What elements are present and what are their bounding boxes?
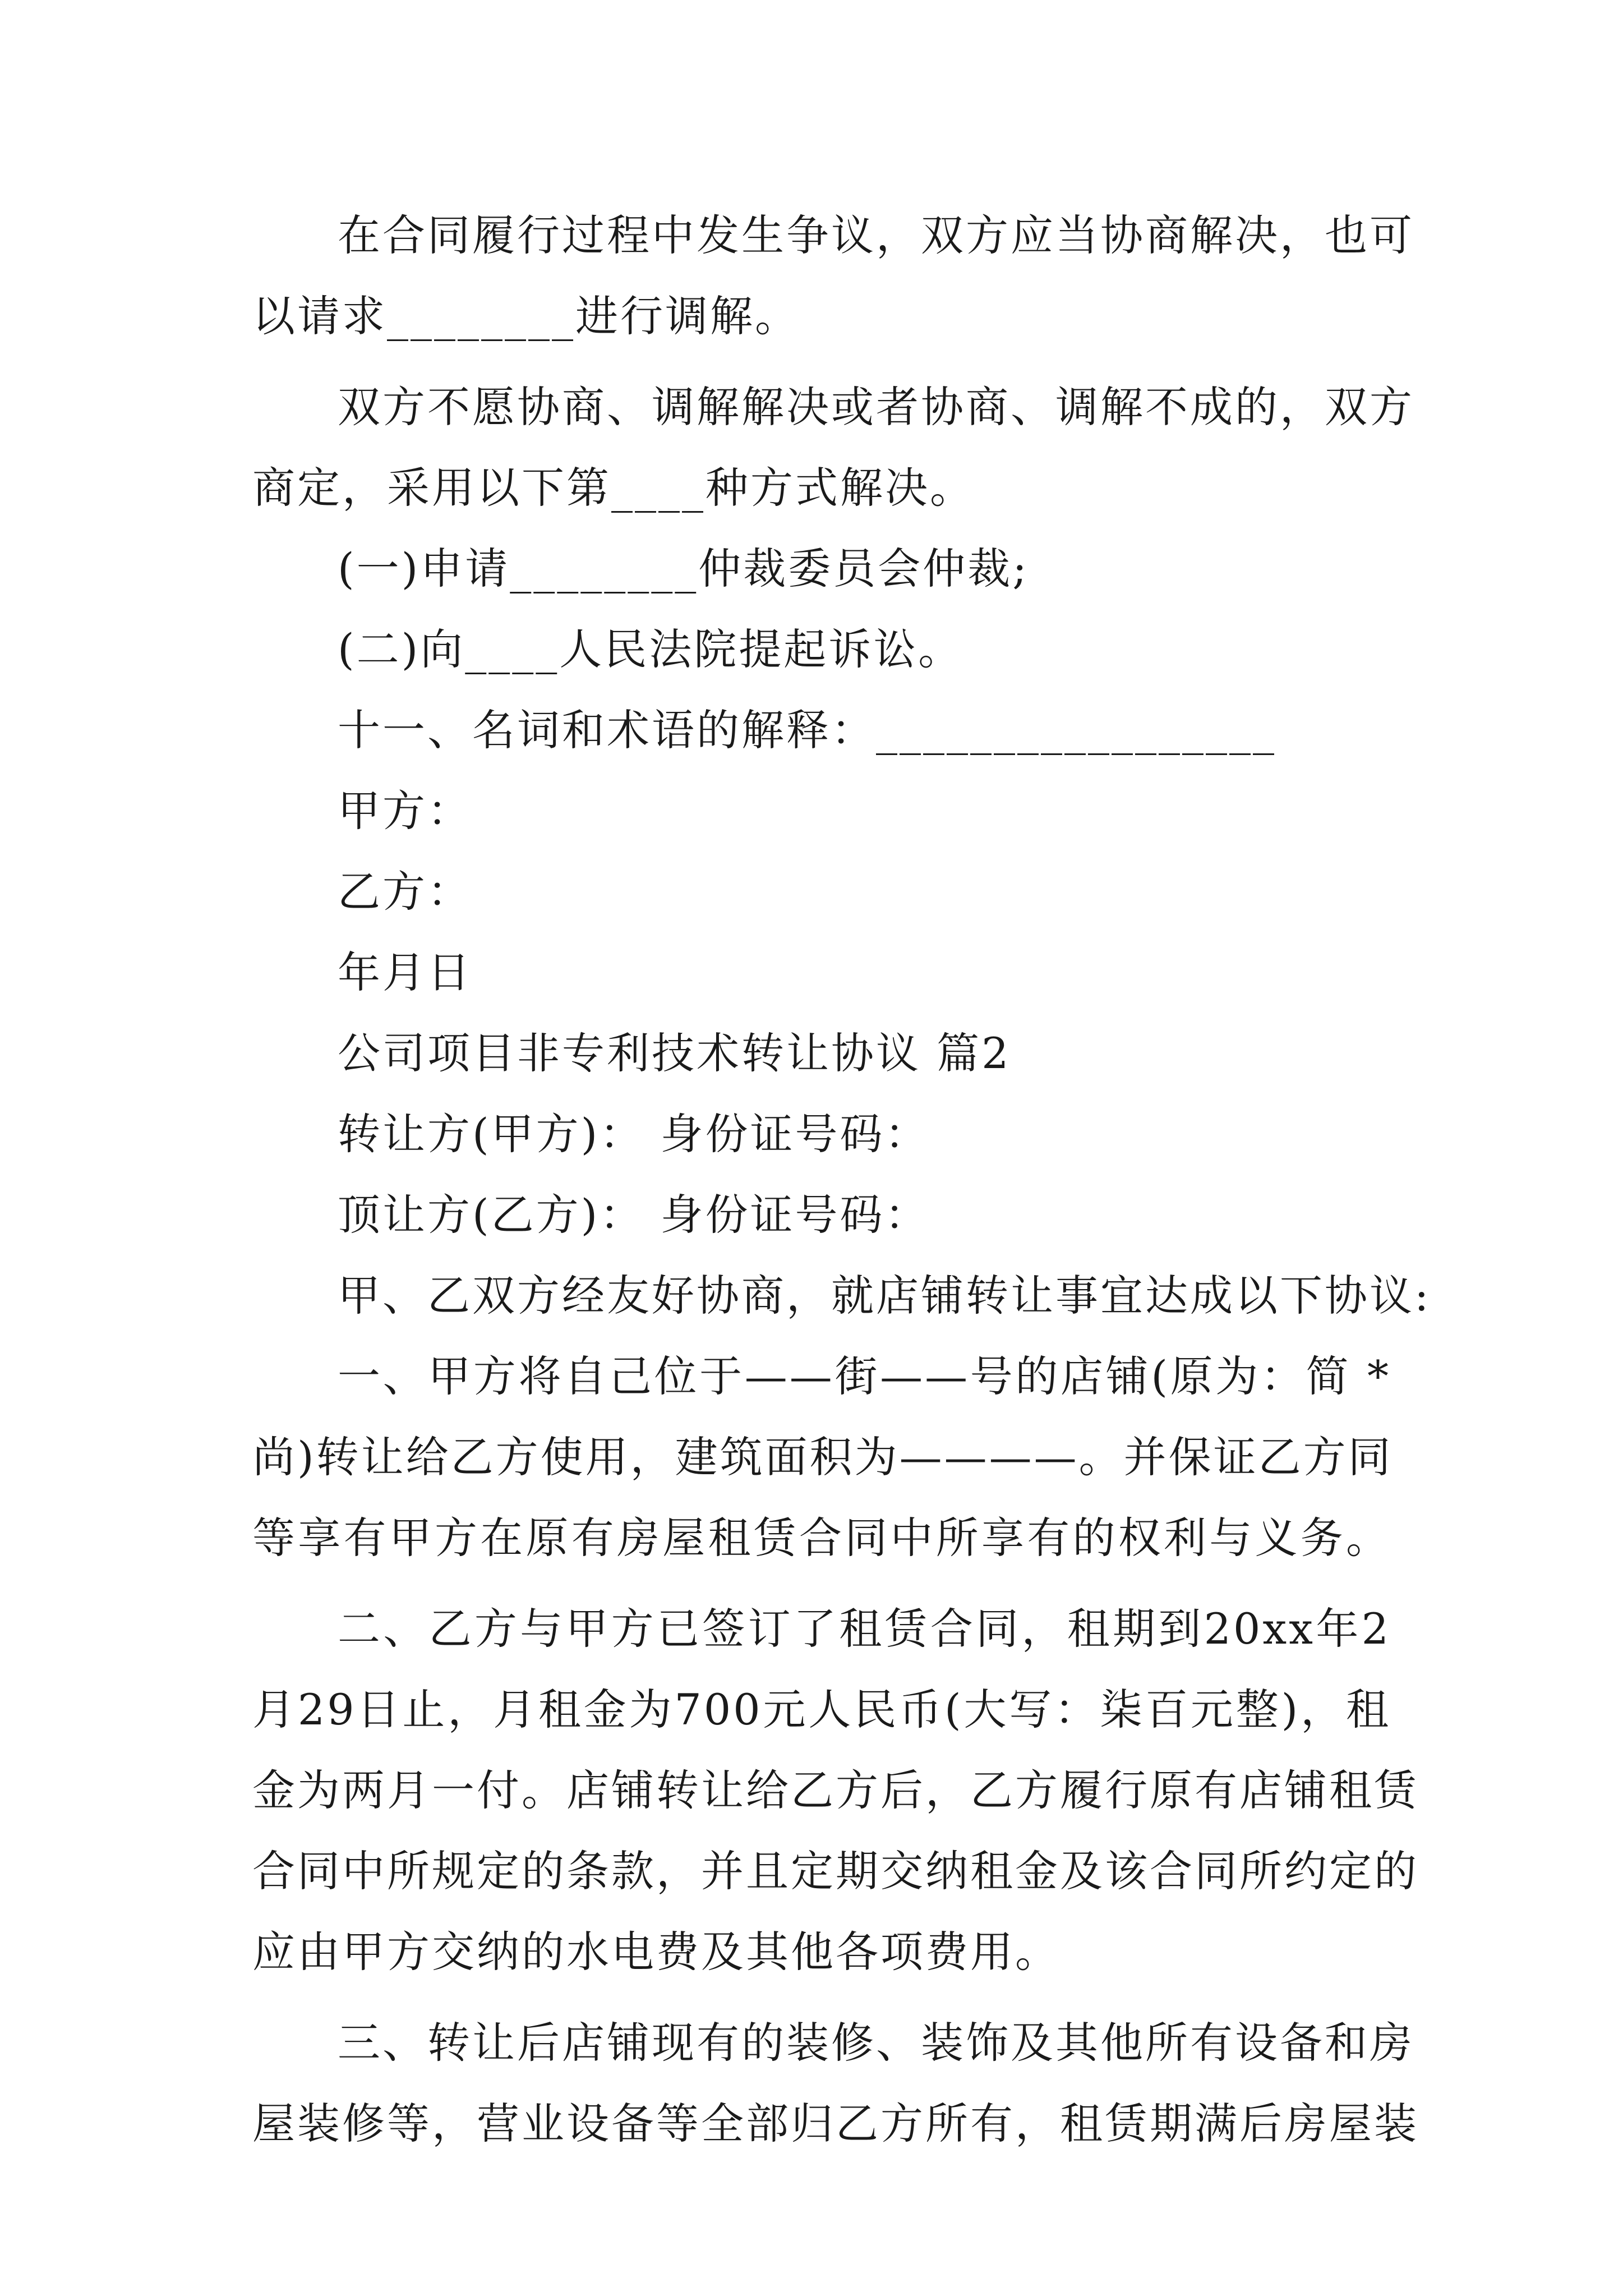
party-b-label: 乙方： xyxy=(338,867,472,917)
text-line: 二、乙方与甲方已签订了租赁合同，租期到20xx年2 xyxy=(338,1604,1391,1654)
document-title: 公司项目非专利技术转让协议 篇2 xyxy=(338,1028,1011,1078)
text-line: (一)申请________仲裁委员会仲裁; xyxy=(338,544,1029,593)
text-line: 等享有甲方在原有房屋租赁合同中所享有的权利与义务。 xyxy=(252,1513,1391,1563)
text-line: 在合同履行过程中发生争议，双方应当协商解决，也可 xyxy=(338,210,1414,260)
text-line: 合同中所规定的条款，并且定期交纳租金及该合同所约定的 xyxy=(252,1846,1419,1896)
text-line: 商定，采用以下第____种方式解决。 xyxy=(252,463,975,513)
text-line: 月29日止，月租金为700元人民币(大写：柒百元整)，租 xyxy=(252,1685,1391,1734)
text-line: (二)向____人民法院提起诉讼。 xyxy=(338,624,963,674)
text-line: 应由甲方交纳的水电费及其他各项费用。 xyxy=(252,1927,1060,1977)
date-label: 年月日 xyxy=(338,947,472,997)
text-line: 以请求________进行调解。 xyxy=(252,291,800,341)
text-line: 金为两月一付。店铺转让给乙方后，乙方履行原有店铺租赁 xyxy=(252,1765,1419,1815)
section-heading: 十一、名词和术语的解释：_________________ xyxy=(338,705,1276,755)
text-line: 一、甲方将自己位于——街——号的店铺(原为：简 * xyxy=(338,1351,1391,1401)
text-line: 屋装修等，营业设备等全部归乙方所有，租赁期满后房屋装 xyxy=(252,2099,1419,2148)
text-line: 甲、乙双方经友好协商，就店铺转让事宜达成以下协议: xyxy=(338,1271,1431,1320)
party-a-label: 甲方： xyxy=(338,786,472,836)
text-line: 三、转让后店铺现有的装修、装饰及其他所有设备和房 xyxy=(338,2018,1414,2068)
transferee-line: 顶让方(乙方)： 身份证号码： xyxy=(338,1190,930,1240)
text-line: 尚)转让给乙方使用，建筑面积为————。并保证乙方同 xyxy=(252,1432,1393,1482)
text-line: 双方不愿协商、调解解决或者协商、调解不成的，双方 xyxy=(338,382,1414,432)
transferor-line: 转让方(甲方)： 身份证号码： xyxy=(338,1109,930,1159)
